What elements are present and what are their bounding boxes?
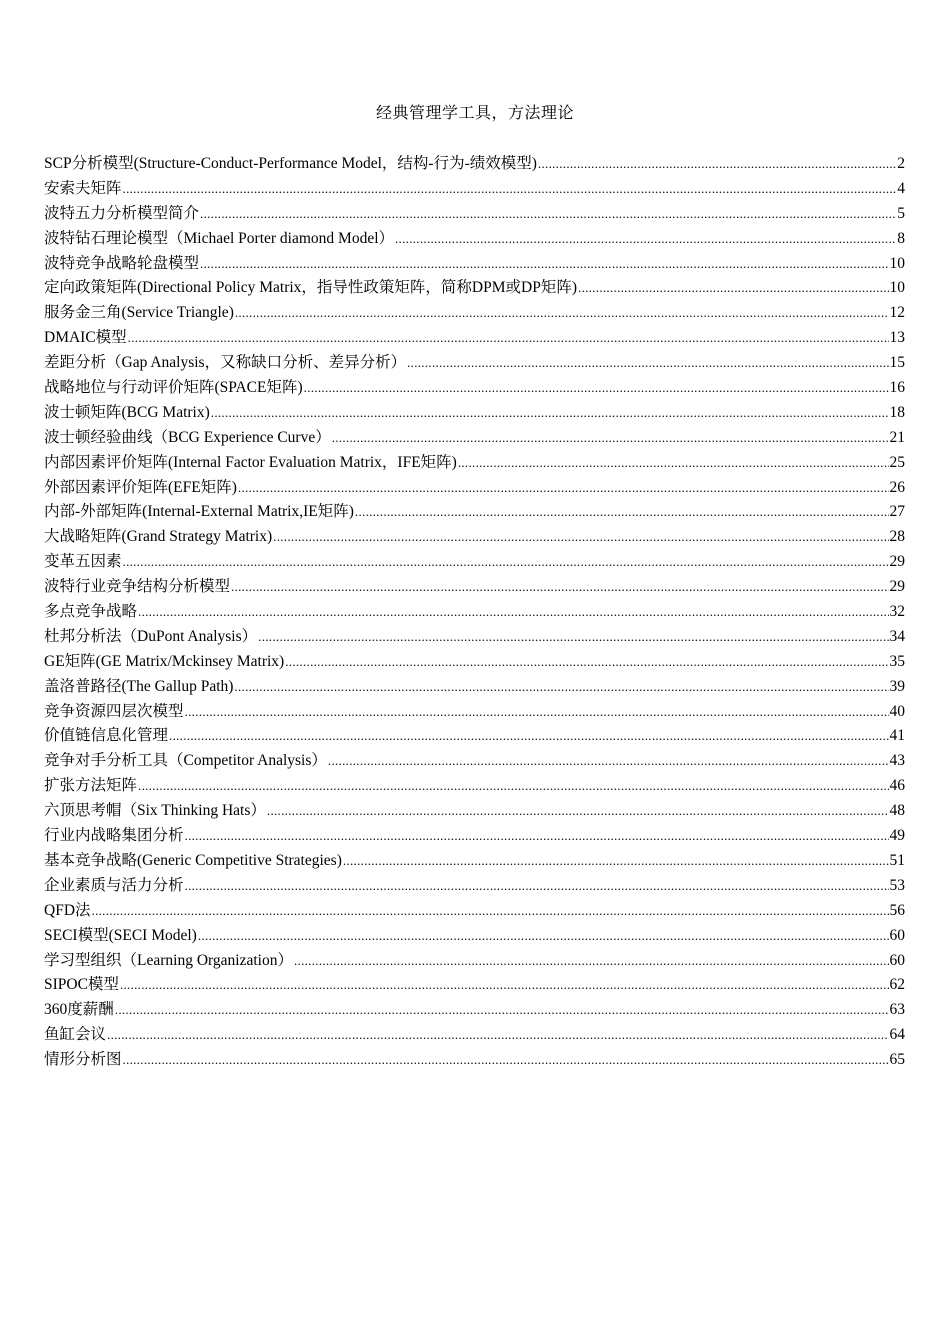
toc-entry-title: 安索夫矩阵	[44, 179, 122, 197]
toc-dot-leader	[198, 924, 889, 949]
toc-entry[interactable]	[44, 152, 905, 177]
toc-entry-page-number: 35	[889, 652, 905, 670]
toc-entry-page-number: 8	[897, 229, 905, 247]
toc-dot-leader	[185, 874, 889, 899]
toc-entry[interactable]	[44, 849, 905, 874]
toc-entry[interactable]	[44, 500, 905, 525]
toc-entry-title: 扩张方法矩阵	[44, 777, 138, 795]
toc-dot-leader	[185, 824, 889, 849]
toc-entry[interactable]	[44, 749, 905, 774]
toc-entry[interactable]	[44, 227, 905, 252]
toc-entry[interactable]	[44, 650, 905, 675]
toc-entry-title: 波特竞争战略轮盘模型	[44, 254, 200, 272]
toc-dot-leader	[123, 550, 889, 575]
toc-entry-title: 360度薪酬	[44, 1001, 114, 1019]
toc-entry-page-number: 28	[889, 528, 905, 546]
toc-dot-leader	[138, 774, 888, 799]
toc-entry-title: 情形分析图	[44, 1051, 122, 1069]
toc-entry-title: 战略地位与行动评价矩阵(SPACE矩阵)	[44, 379, 303, 397]
toc-dot-leader	[355, 500, 889, 525]
toc-entry-title: 六顶思考帽（Six Thinking Hats）	[44, 802, 266, 820]
toc-entry-page-number: 5	[897, 204, 905, 222]
toc-dot-leader	[231, 575, 888, 600]
toc-dot-leader	[169, 724, 888, 749]
toc-dot-leader	[115, 998, 889, 1023]
toc-entry-title: 竞争资源四层次模型	[44, 702, 184, 720]
toc-entry-title: 杜邦分析法（DuPont Analysis）	[44, 627, 258, 645]
toc-entry-title: 差距分析（Gap Analysis，又称缺口分析、差异分析）	[44, 354, 407, 372]
toc-entry-title: 波士顿矩阵(BCG Matrix)	[44, 403, 210, 421]
toc-entry-title: 大战略矩阵(Grand Strategy Matrix)	[44, 528, 273, 546]
toc-entry[interactable]	[44, 525, 905, 550]
toc-entry-title: SECI模型(SECI Model)	[44, 926, 197, 944]
document-title: 经典管理学工具，方法理论	[375, 105, 574, 122]
toc-dot-leader	[285, 650, 888, 675]
toc-entry[interactable]	[44, 426, 905, 451]
toc-entry-page-number: 34	[889, 627, 905, 645]
toc-entry-page-number: 10	[889, 279, 905, 297]
toc-entry[interactable]	[44, 774, 905, 799]
toc-entry-page-number: 46	[889, 777, 905, 795]
toc-entry-title: 波士顿经验曲线（BCG Experience Curve）	[44, 428, 331, 446]
toc-entry[interactable]	[44, 998, 905, 1023]
toc-dot-leader	[395, 227, 896, 252]
toc-entry[interactable]	[44, 899, 905, 924]
toc-entry-title: 企业素质与活力分析	[44, 876, 184, 894]
toc-entry-title: 定向政策矩阵(Directional Policy Matrix，指导性政策矩阵，简称DPM或DP矩阵)	[44, 279, 578, 297]
toc-dot-leader	[120, 973, 889, 998]
toc-entry-page-number: 4	[897, 179, 905, 197]
toc-entry-page-number: 16	[889, 379, 905, 397]
toc-dot-leader	[328, 749, 889, 774]
toc-entry-title: GE矩阵(GE Matrix/Mckinsey Matrix)	[44, 652, 285, 670]
toc-entry[interactable]	[44, 550, 905, 575]
toc-entry[interactable]	[44, 326, 905, 351]
toc-entry[interactable]	[44, 973, 905, 998]
toc-dot-leader	[235, 301, 889, 326]
toc-entry-title: QFD法	[44, 901, 91, 919]
toc-entry-page-number: 2	[897, 155, 905, 172]
toc-entry[interactable]	[44, 1048, 905, 1073]
toc-entry[interactable]	[44, 675, 905, 700]
toc-entry-page-number: 41	[889, 727, 905, 745]
toc-entry-page-number: 29	[889, 578, 905, 596]
toc-entry-title: 波特行业竞争结构分析模型	[44, 578, 231, 596]
toc-entry[interactable]	[44, 401, 905, 426]
toc-entry[interactable]	[44, 700, 905, 725]
toc-entry[interactable]	[44, 575, 905, 600]
toc-entry-title: 波特钻石理论模型（Michael Porter diamond Model）	[44, 229, 394, 247]
toc-entry-title: 盖洛普路径(The Gallup Path)	[44, 677, 234, 695]
toc-dot-leader	[304, 376, 889, 401]
toc-entry-title: 内部-外部矩阵(Internal-External Matrix,IE矩阵)	[44, 503, 354, 521]
toc-dot-leader	[200, 252, 888, 277]
toc-entry-page-number: 21	[889, 428, 905, 446]
toc-entry-title: 学习型组织（Learning Organization）	[44, 951, 293, 969]
toc-entry[interactable]	[44, 301, 905, 326]
toc-entry-page-number: 64	[889, 1026, 905, 1044]
toc-entry[interactable]	[44, 451, 905, 476]
toc-dot-leader	[273, 525, 888, 550]
toc-entry[interactable]	[44, 1023, 905, 1048]
toc-entry-page-number: 29	[889, 553, 905, 571]
toc-entry-title: 外部因素评价矩阵(EFE矩阵)	[44, 478, 237, 496]
toc-dot-leader	[343, 849, 889, 874]
toc-dot-leader	[294, 949, 889, 974]
toc-entry-title: 内部因素评价矩阵(Internal Factor Evaluation Matrix，IFE矩阵)	[44, 453, 457, 471]
toc-dot-leader	[128, 326, 889, 351]
table-of-contents	[44, 152, 905, 1073]
toc-dot-leader	[407, 351, 888, 376]
toc-entry-page-number: 39	[889, 677, 905, 695]
toc-dot-leader	[258, 625, 888, 650]
toc-entry-title: 变革五因素	[44, 553, 122, 571]
toc-entry[interactable]	[44, 476, 905, 501]
toc-dot-leader	[200, 202, 896, 227]
toc-entry-title: 基本竞争战略(Generic Competitive Strategies)	[44, 851, 342, 869]
toc-entry-title: SCP分析模型(Structure-Conduct-Performance Model，结构-行为-绩效模型)	[44, 155, 537, 172]
toc-entry-title: DMAIC模型	[44, 329, 127, 347]
toc-dot-leader	[138, 600, 888, 625]
toc-entry-page-number: 15	[889, 354, 905, 372]
toc-entry-page-number: 56	[889, 901, 905, 919]
toc-entry-page-number: 63	[889, 1001, 905, 1019]
toc-entry-page-number: 10	[889, 254, 905, 272]
toc-entry-page-number: 32	[889, 603, 905, 621]
toc-entry-page-number: 13	[889, 329, 905, 347]
toc-entry-title: 服务金三角(Service Triangle)	[44, 304, 234, 322]
toc-entry[interactable]	[44, 625, 905, 650]
toc-dot-leader	[234, 675, 888, 700]
toc-entry-page-number: 49	[889, 827, 905, 845]
toc-dot-leader	[123, 177, 897, 202]
toc-entry[interactable]	[44, 874, 905, 899]
toc-entry-page-number: 60	[889, 926, 905, 944]
toc-dot-leader	[185, 700, 889, 725]
toc-entry[interactable]	[44, 177, 905, 202]
toc-dot-leader	[107, 1023, 888, 1048]
toc-dot-leader	[578, 276, 888, 301]
toc-entry-title: 价值链信息化管理	[44, 727, 169, 745]
toc-entry-page-number: 48	[889, 802, 905, 820]
toc-entry[interactable]	[44, 202, 905, 227]
toc-entry[interactable]	[44, 252, 905, 277]
toc-dot-leader	[538, 152, 896, 177]
toc-entry-page-number: 60	[889, 951, 905, 969]
toc-entry-page-number: 12	[889, 304, 905, 322]
toc-entry[interactable]	[44, 276, 905, 301]
toc-entry[interactable]	[44, 799, 905, 824]
toc-dot-leader	[238, 476, 889, 501]
toc-dot-leader	[458, 451, 889, 476]
toc-entry-page-number: 53	[889, 876, 905, 894]
toc-entry[interactable]	[44, 824, 905, 849]
toc-dot-leader	[332, 426, 889, 451]
toc-entry-title: 行业内战略集团分析	[44, 827, 184, 845]
toc-dot-leader	[267, 799, 889, 824]
toc-entry[interactable]	[44, 924, 905, 949]
toc-entry-title: SIPOC模型	[44, 976, 119, 994]
toc-entry-title: 竞争对手分析工具（Competitor Analysis）	[44, 752, 327, 770]
toc-entry-page-number: 40	[889, 702, 905, 720]
toc-dot-leader	[123, 1048, 889, 1073]
toc-entry-page-number: 25	[889, 453, 905, 471]
toc-entry[interactable]	[44, 376, 905, 401]
toc-entry-title: 波特五力分析模型简介	[44, 204, 200, 222]
toc-entry[interactable]	[44, 949, 905, 974]
toc-entry-page-number: 51	[889, 851, 905, 869]
toc-entry-page-number: 65	[889, 1051, 905, 1069]
toc-entry[interactable]	[44, 724, 905, 749]
toc-dot-leader	[211, 401, 889, 426]
toc-entry-title: 多点竞争战略	[44, 603, 138, 621]
toc-entry[interactable]	[44, 351, 905, 376]
toc-entry-page-number: 26	[889, 478, 905, 496]
toc-dot-leader	[92, 899, 889, 924]
toc-entry-page-number: 27	[889, 503, 905, 521]
toc-entry-page-number: 43	[889, 752, 905, 770]
toc-entry-title: 鱼缸会议	[44, 1026, 107, 1044]
toc-entry-page-number: 62	[889, 976, 905, 994]
toc-entry[interactable]	[44, 600, 905, 625]
toc-entry-page-number: 18	[889, 403, 905, 421]
